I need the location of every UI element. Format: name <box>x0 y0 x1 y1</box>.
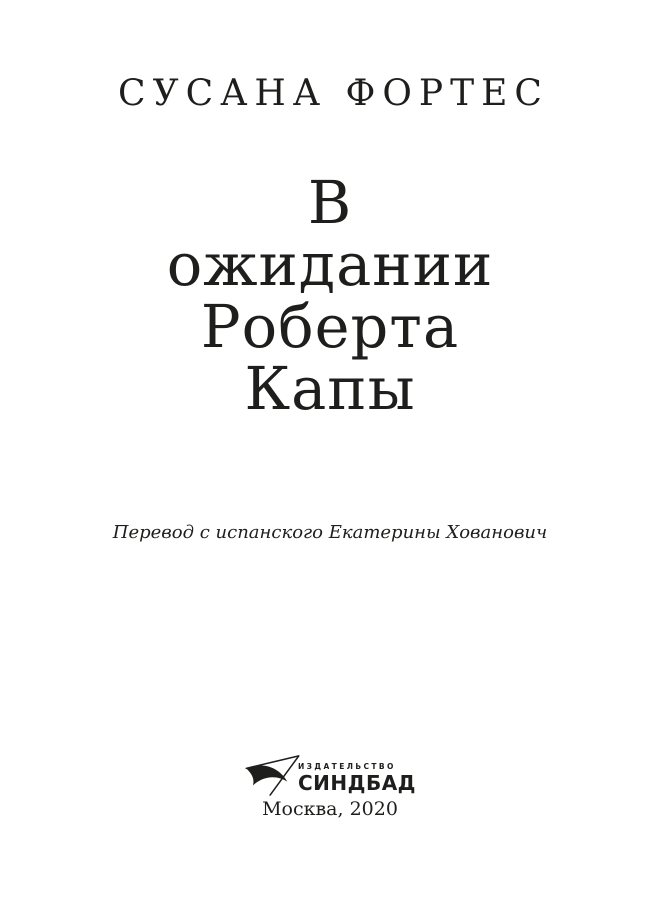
title-line-4: Капы <box>244 354 416 423</box>
publisher-block <box>0 752 660 821</box>
publisher-logo <box>244 752 416 796</box>
translator-credit: Перевод с испанского Екатерины Хованович <box>112 522 548 543</box>
publisher-name: СИНДБАД <box>297 771 416 795</box>
imprint-city-year: Москва, 2020 <box>262 798 398 820</box>
publisher-logo-text <box>298 752 416 795</box>
title-line-2: ожидании <box>166 230 494 299</box>
book-title <box>0 168 660 423</box>
sindbad-bird-icon <box>244 754 302 796</box>
title-line-1: В <box>307 168 353 237</box>
author-name: СУСАНА ФОРТЕС <box>118 73 549 114</box>
title-line-3: Роберта <box>200 292 460 361</box>
publisher-type-label: ИЗДАТЕЛЬСТВО <box>297 762 396 771</box>
